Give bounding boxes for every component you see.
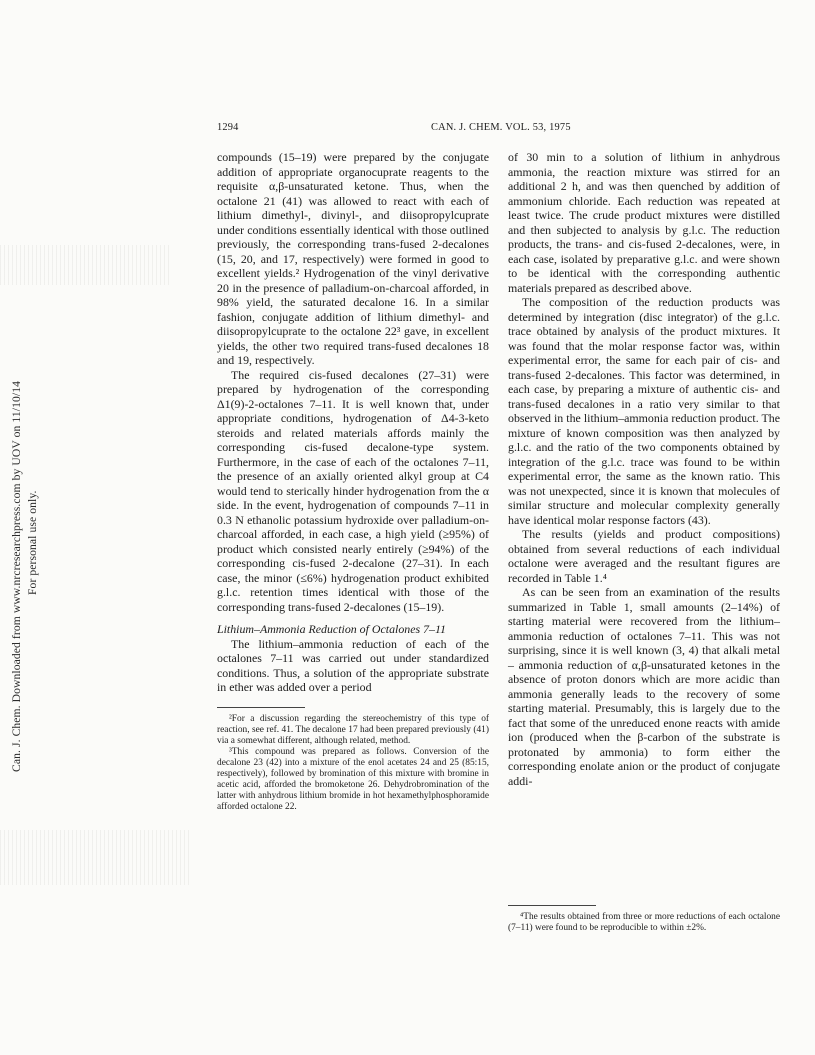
running-head (217, 122, 797, 136)
paragraph: The results (yields and product compositions) obtained from several reductions of each individual octalone were averaged and the resultant figures are recorded in Table 1.⁴ (508, 527, 780, 585)
section-heading: Lithium–Ammonia Reduction of Octalones 7–11 (217, 622, 446, 636)
right-column (508, 150, 780, 788)
paragraph: of 30 min to a solution of lithium in anhydrous ammonia, the reaction mixture was stirred for an additional 2 h, and was then quenched by addition of ammonium chloride. Each reduction was repeated at least twice. The crude product mixtures were distilled and then subjected to analysis by g.l.c. The reduction products, the trans- and cis-fused 2-decalones, were, in each case, isolated by preparative g.l.c. and were shown to be identical with the corresponding authentic materials prepared as described above. (508, 150, 780, 295)
watermark-line-1: Can. J. Chem. Downloaded from www.nrcresearchpress.com by UOV on 11/10/14 (10, 381, 23, 772)
paragraph: compounds (15–19) were prepared by the conjugate addition of appropriate organocuprate reagents to the requisite α,β-unsaturated ketone. Thus, when the octalone 21 (41) was allowed to react with each of lithium dimethyl-, divinyl-, and diisopropylcuprate under conditions essentially identical with those outlined previously, the corresponding trans-fused 2-decalones (15, 20, and 17, respectively) were formed in good to excellent yields.² Hydrogenation of the vinyl derivative 20 in the presence of palladium-on-charcoal afforded, in 98% yield, the saturated decalone 16. In a similar fashion, conjugate addition of lithium dimethyl- and diisopropylcuprate to the octalone 22³ gave, in excellent yields, the other two required trans-fused decalones 18 and 19, respectively. (217, 150, 489, 367)
footnote-rule (508, 905, 596, 906)
footnote-3: ³This compound was prepared as follows. Conversion of the decalone 23 (42) into a mixture of the enol acetates 24 and 25 (85:15, respectively), followed by bromination of this mixture with bromine in acetic acid, afforded the bromoketone 26. Dehydrobromination of the latter with anhydrous lithium bromide in hot hexamethylphosphoramide afforded octalone 22. (217, 746, 489, 813)
footnote-4: ⁴The results obtained from three or more reductions of each octalone (7–11) were found to be reproducible to within ±2%. (508, 912, 780, 934)
scan-noise (0, 830, 190, 885)
journal-citation: CAN. J. CHEM. VOL. 53, 1975 (431, 122, 571, 133)
left-column (217, 150, 489, 813)
watermark-line-2: For personal use only. (26, 490, 39, 595)
download-watermark (4, 270, 64, 790)
footnotes (508, 912, 780, 934)
right-footnotes (508, 905, 780, 934)
paragraph: The required cis-fused decalones (27–31) were prepared by hydrogenation of the corresponding Δ1(9)-2-octalones 7–11. It is well known that, under appropriate conditions, hydrogenation of Δ4-3-keto steroids and related materials affords mainly the corresponding cis-fused decalone-type system. Furthermore, in the case of each of the octalones 7–11, the presence of an axially oriented alkyl group at C4 would tend to sterically hinder hydrogenation from the α side. In the event, hydrogenation of compounds 7–11 in 0.3 N ethanolic potassium hydroxide over palladium-on-charcoal afforded, in each case, a high yield (≥95%) of product which consisted nearly entirely (≥94%) of the corresponding cis-fused 2-decalone (27–31). In each case, the minor (≤6%) hydrogenation product exhibited g.l.c. retention times identical with those of the corresponding trans-fused 2-decalones (15–19). (217, 367, 489, 614)
paragraph: The lithium–ammonia reduction of each of the octalones 7–11 was carried out under standardized conditions. Thus, a solution of the appropriate substrate in ether was added over a period (217, 636, 489, 694)
paragraph: As can be seen from an examination of the results summarized in Table 1, small amounts (2–14%) of starting material were recovered from the lithium–ammonia reduction of octalones 7–11. This was not surprising, since it is well known (3, 4) that alkali metal – ammonia reduction of α,β-unsaturated ketones in the absence of proton donors which are more acidic than ammonia generally leads to the recovery of some starting material. Presumably, this is largely due to the fact that some of the unreduced enone reacts with amide ion (produced when the β-carbon of the substrate is protonated by ammonia) to form either the corresponding enolate anion or the product of conjugate addi- (508, 585, 780, 788)
footnotes (217, 714, 489, 814)
footnote-2: ²For a discussion regarding the stereochemistry of this type of reaction, see ref. 41. The decalone 17 had been prepared previously (41) via a somewhat different, although related, method. (217, 713, 489, 746)
footnote-rule (217, 707, 305, 708)
paragraph: The composition of the reduction products was determined by integration (disc integrator) of the g.l.c. trace obtained by analysis of the product mixtures. It was found that the molar response factor was, within experimental error, the same for each pair of cis- and trans-fused 2-decalones. This factor was determined, in each case, by preparing a mixture of authentic cis- and trans-fused decalones in a ratio very similar to that observed in the lithium–ammonia reduction product. The mixture of known composition was then analyzed by g.l.c. and the ratio of the two components obtained by integration of the g.l.c. trace was found to be within experimental error, the same as the known ratio. This was not unexpected, since it is known that molecules of similar structure and molecular complexity generally have identical molar response factors (43). (508, 295, 780, 527)
page-number: 1294 (217, 122, 239, 133)
